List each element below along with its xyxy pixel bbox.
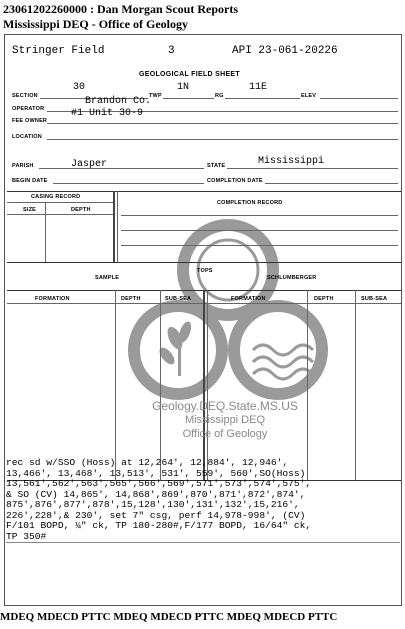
location-label: LOCATION <box>12 134 42 140</box>
report-title: 23061202260000 : Dan Morgan Scout Reports <box>3 2 238 16</box>
completion-remarks <box>6 458 311 542</box>
formation-label-left: FORMATION <box>35 296 70 302</box>
rg-value: 11E <box>249 82 268 93</box>
mdeq-logo-watermark <box>123 210 333 410</box>
depth-label-left: DEPTH <box>121 296 141 302</box>
section-value: 30 <box>73 82 86 93</box>
depth-label-right: DEPTH <box>314 296 334 302</box>
remark-line: 13,466', 13,468', 13,513', 531', 559', 560',SO(Hoss) <box>6 467 306 479</box>
subsea-label-left: SUB-SEA <box>165 296 192 302</box>
fee-owner-label: FEE OWNER <box>12 118 48 124</box>
field-name: Stringer Field <box>12 45 105 57</box>
remark-line: 13,561',562',563',565',566',569',571',573',574',575', <box>6 478 312 489</box>
twp-label: TWP <box>149 93 162 99</box>
remark-line: F/101 BOPD, ¼" ck, TP 180-280#,F/177 BOPD, 16/64" ck, <box>6 520 312 531</box>
api-number: API 23-061-20226 <box>232 45 338 57</box>
begin-date-label: BEGIN DATE <box>12 178 48 184</box>
state-label: STATE <box>207 163 226 169</box>
remark-line: 226',228',& 230', set 7" csg, perf 14,978-998', (CV) <box>6 509 306 521</box>
report-subtitle: Mississippi DEQ - Office of Geology <box>3 17 188 31</box>
remark-line: TP 350# <box>6 530 47 542</box>
remark-line: 875',876',877',878',15,128',130',131',132',15,216', <box>6 499 300 510</box>
elev-label: ELEV <box>301 93 317 99</box>
casing-record-label: CASING RECORD <box>31 194 81 200</box>
watermark-url: Geology.DEQ.State.MS.US <box>152 399 298 413</box>
rg-label: RG <box>215 93 224 99</box>
parish-value: Jasper <box>71 159 108 170</box>
state-value: Mississippi <box>258 156 325 167</box>
sheet-title: GEOLOGICAL FIELD SHEET <box>139 71 240 78</box>
casing-depth-label: DEPTH <box>71 207 91 213</box>
field-number: 3 <box>168 45 175 57</box>
watermark-office: Office of Geology <box>182 428 268 440</box>
well-name-value: #1 Unit 30-9 <box>71 108 144 119</box>
watermark-org: Mississippi DEQ <box>184 414 266 426</box>
operator-label: OPERATOR <box>12 106 45 112</box>
remark-line: & SO (CV) 14,865', 14,868',869',870',871',872',874', <box>6 488 306 500</box>
sample-label: SAMPLE <box>95 275 120 281</box>
tops-label: TOPS <box>197 268 213 274</box>
formation-label-right: FORMATION <box>231 296 266 302</box>
parish-label: PARISH <box>12 163 34 169</box>
operator-value: Brandon Co. <box>85 96 152 107</box>
completion-date-label: COMPLETION DATE <box>207 178 263 184</box>
casing-size-label: SIZE <box>23 207 37 213</box>
twp-value: 1N <box>177 82 190 93</box>
schlumberger-label: SCHLUMBERGER <box>267 275 317 281</box>
footer-sponsors: MDEQ MDECD PTTC MDEQ MDECD PTTC MDEQ MDECD PTTC <box>0 611 338 623</box>
completion-record-label: COMPLETION RECORD <box>217 200 283 206</box>
section-label: SECTION <box>12 93 38 99</box>
remark-line: rec sd w/SSO (Hoss) at 12,264', 12,884', 12,946', <box>6 457 289 468</box>
subsea-label-right: SUB-SEA <box>361 296 388 302</box>
